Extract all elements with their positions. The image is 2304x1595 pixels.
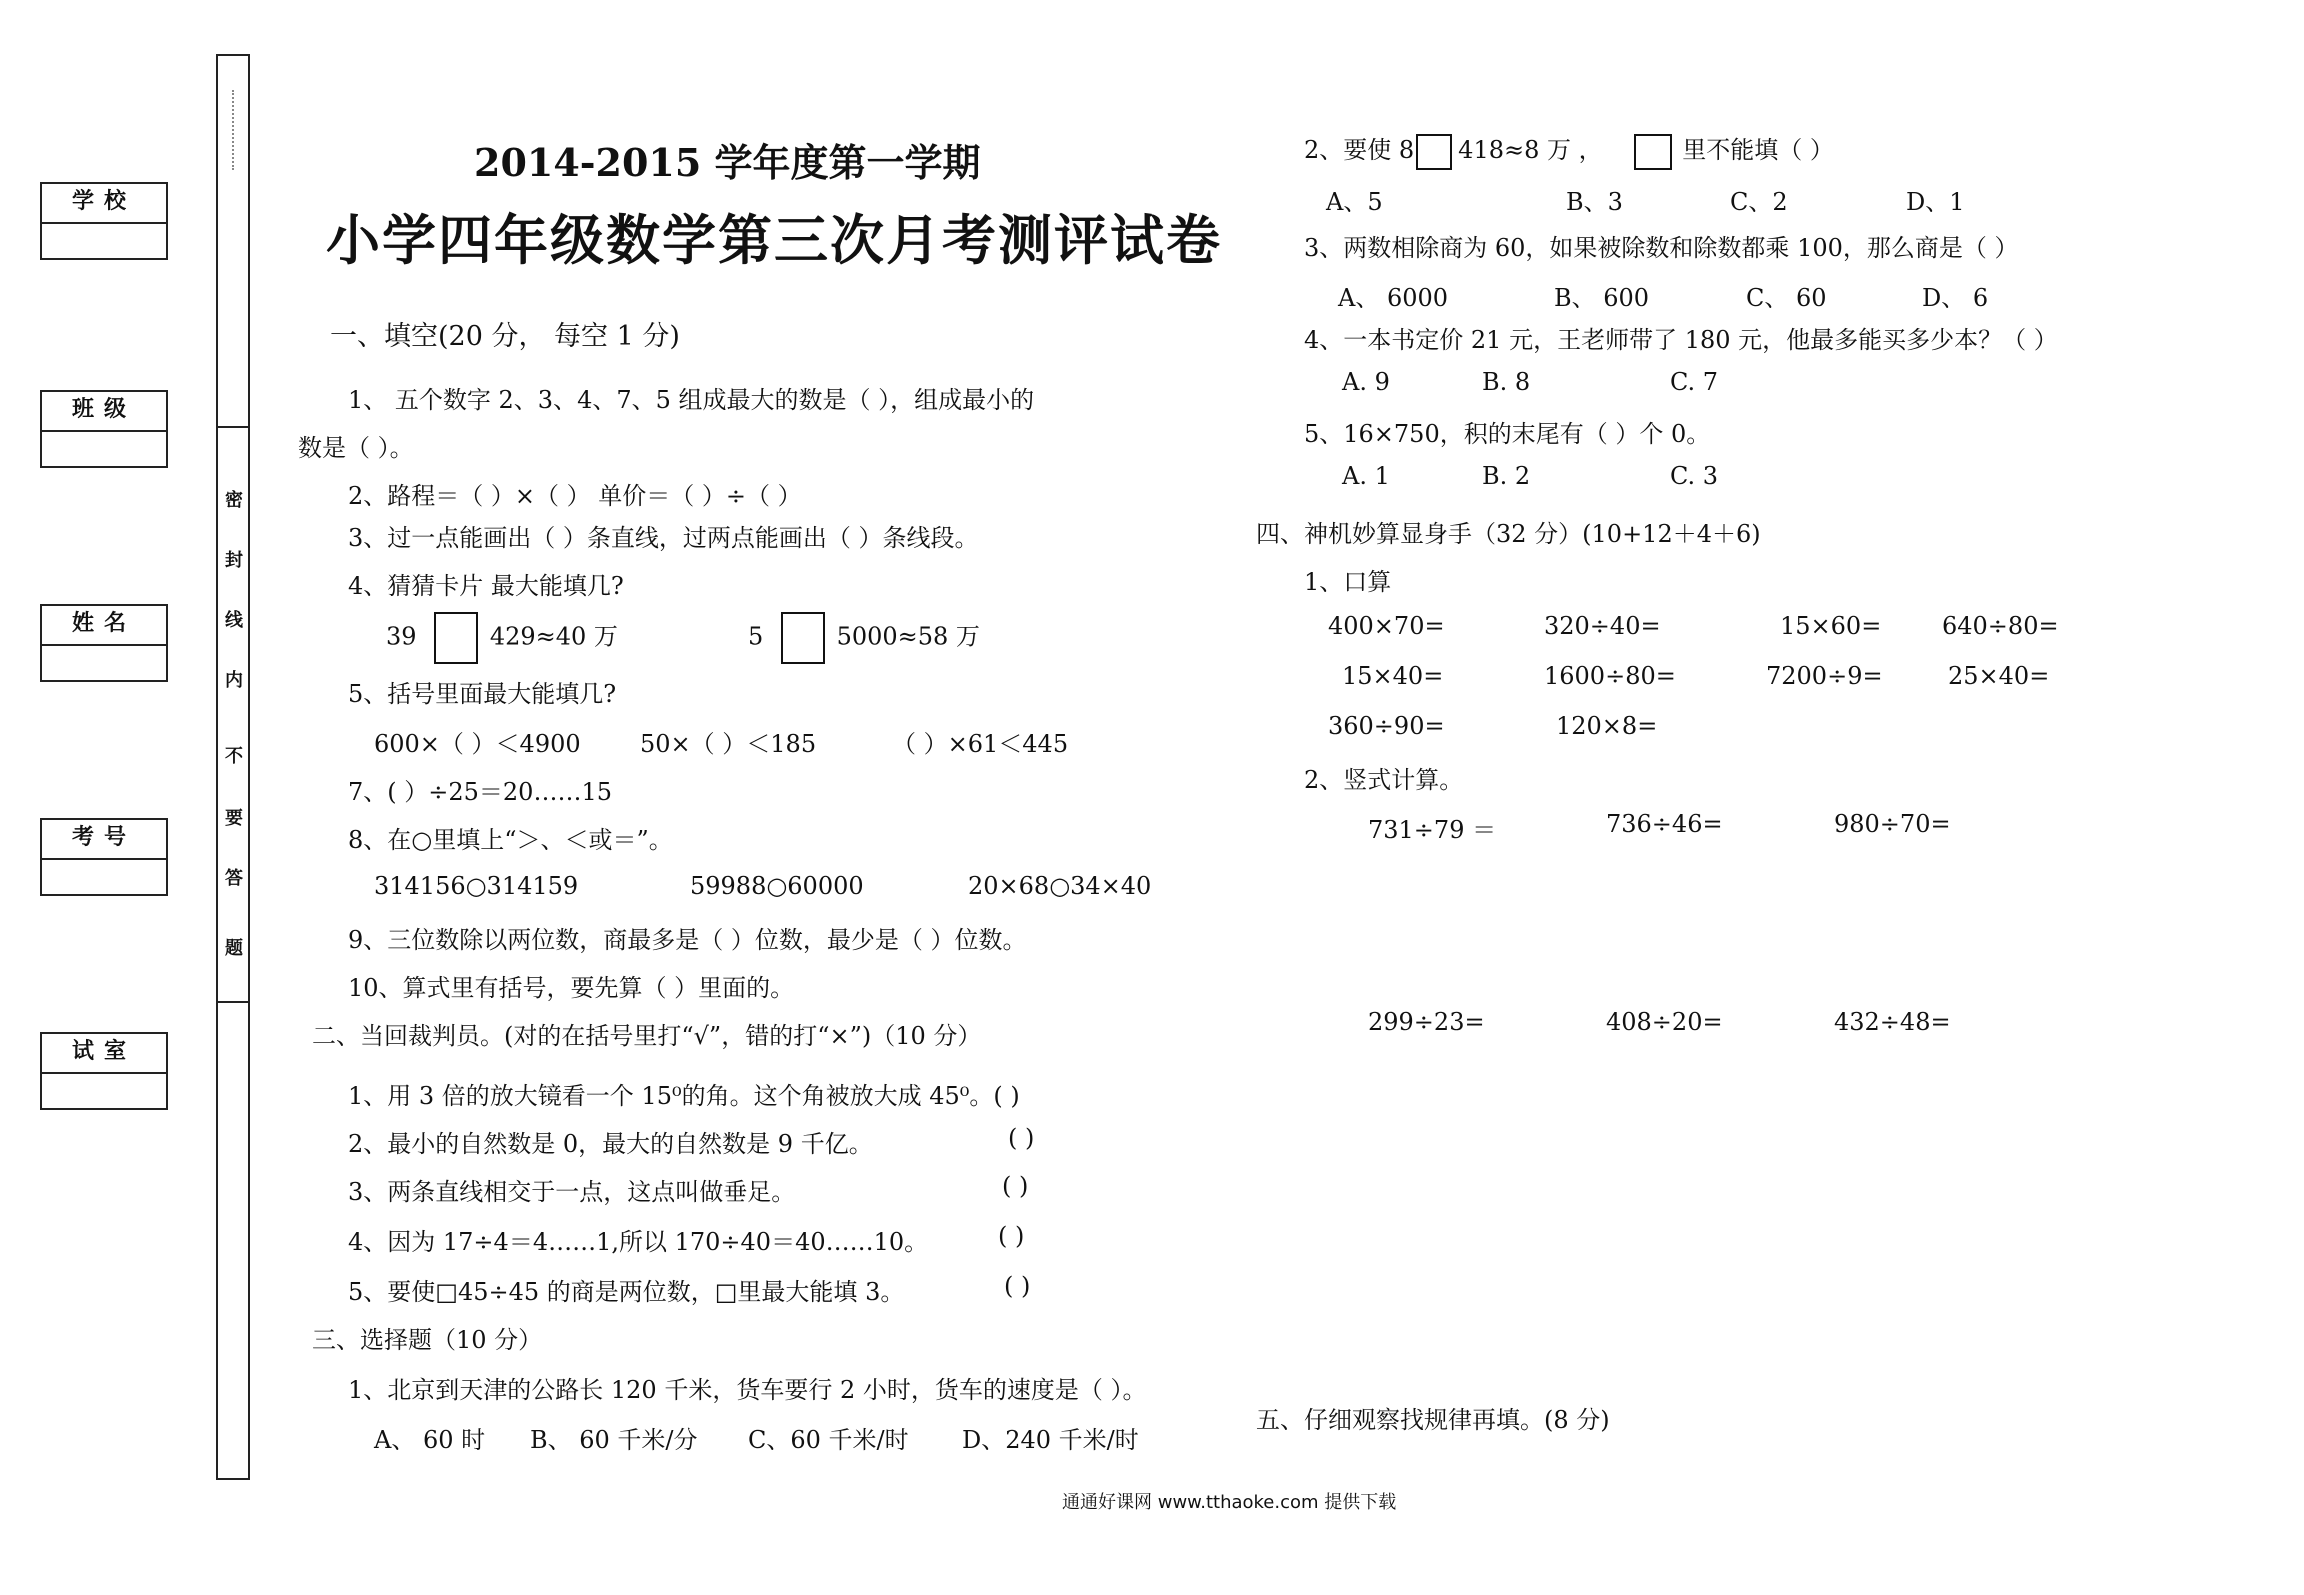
s1-q4-a-post: 429≈40 万 xyxy=(489,622,618,651)
s4-mental-item: 120×8= xyxy=(1556,712,1658,740)
seal-char: 不 xyxy=(225,746,243,767)
s4-vertical-item: 731÷79 ＝ xyxy=(1368,816,1497,844)
s2-item: 5、要使□45÷45 的商是两位数，□里最大能填 3。 xyxy=(348,1278,905,1306)
s3-q5-option: C. 3 xyxy=(1670,462,1719,490)
s4-mental-item: 15×60= xyxy=(1780,612,1882,640)
info-label-name: 姓名 xyxy=(42,606,166,646)
s4-mental-item: 15×40= xyxy=(1342,662,1444,690)
seal-char: 内 xyxy=(225,670,243,691)
info-box-exam-number xyxy=(40,818,168,896)
s3-q5-option: B. 2 xyxy=(1482,462,1531,490)
card-box xyxy=(434,612,478,664)
blank-box xyxy=(1416,134,1452,170)
s4-sub2: 2、竖式计算。 xyxy=(1304,766,1464,794)
s1-q1-line1: 1、 五个数字 2、3、4、7、5 组成最大的数是（ ），组成最小的 xyxy=(348,386,1035,414)
s1-q4-a-pre: 39 xyxy=(386,622,417,651)
s3-q5: 5、16×750，积的末尾有（ ）个 0。 xyxy=(1304,420,1711,448)
s3-q2-mid: 418≈8 万 ， xyxy=(1458,136,1603,164)
s2-item: 1、用 3 倍的放大镜看一个 15⁰的角。这个角被放大成 45⁰。( ) xyxy=(348,1082,1020,1110)
s3-q4-option: C. 7 xyxy=(1670,368,1719,396)
s1-q4-b-post: 5000≈58 万 xyxy=(836,622,980,651)
info-box-name xyxy=(40,604,168,682)
s1-q3: 3、过一点能画出（ ）条直线，过两点能画出（ ）条线段。 xyxy=(348,524,979,552)
seal-dots-top xyxy=(232,90,234,170)
s3-q1-option: A、 60 时 xyxy=(374,1426,486,1454)
s3-q3-option: C、 60 xyxy=(1746,284,1827,312)
s3-q2 xyxy=(1304,130,1834,170)
s4-vertical-item: 736÷46= xyxy=(1606,810,1723,838)
s1-q5-item: （ ）×61＜445 xyxy=(892,730,1069,758)
s3-q1-option: C、60 千米/时 xyxy=(748,1426,909,1454)
page-title: 小学四年级数学第三次月考测评试卷 xyxy=(326,208,1222,272)
s3-q3-option: D、 6 xyxy=(1922,284,1989,312)
s3-q2-option: C、2 xyxy=(1730,188,1788,216)
s1-q8-item: 20×68○34×40 xyxy=(968,872,1152,900)
seal-char: 密 xyxy=(225,490,243,511)
info-label-class: 班级 xyxy=(42,392,166,432)
s1-q4-b-pre: 5 xyxy=(748,622,764,651)
s3-q4-option: B. 8 xyxy=(1482,368,1531,396)
section5-heading: 五、仔细观察找规律再填。(8 分) xyxy=(1256,1406,1610,1434)
s2-item: 2、最小的自然数是 0，最大的自然数是 9 千亿。 xyxy=(348,1130,873,1158)
s4-mental-item: 320÷40= xyxy=(1544,612,1661,640)
info-box-class xyxy=(40,390,168,468)
s4-sub1: 1、口算 xyxy=(1304,568,1392,596)
blank-box xyxy=(1634,134,1672,170)
s4-vertical-item: 980÷70= xyxy=(1834,810,1951,838)
s1-q5-item: 600×（ ）＜4900 xyxy=(374,730,581,758)
s4-mental-item: 640÷80= xyxy=(1942,612,2059,640)
s1-q1-line2: 数是（ ）。 xyxy=(298,434,414,462)
info-box-school xyxy=(40,182,168,260)
info-label-exam-number: 考号 xyxy=(42,820,166,860)
s3-q2-option: B、3 xyxy=(1566,188,1623,216)
s1-q8: 8、在○里填上“＞、＜或＝”。 xyxy=(348,826,673,854)
s4-mental-item: 1600÷80= xyxy=(1544,662,1676,690)
s1-q4-card-b xyxy=(748,612,980,664)
s1-q5-item: 50×（ ）＜185 xyxy=(640,730,817,758)
s3-q1-option: B、 60 千米/分 xyxy=(530,1426,698,1454)
s3-q2-pre: 2、要使 8 xyxy=(1304,136,1415,164)
seal-char: 题 xyxy=(225,938,243,959)
s3-q2-option: A、5 xyxy=(1326,188,1383,216)
s3-q3: 3、两数相除商为 60，如果被除数和除数都乘 100，那么商是（ ） xyxy=(1304,234,2019,262)
seal-char: 答 xyxy=(225,868,243,889)
s2-answer-paren: ( ) xyxy=(1008,1124,1035,1152)
s3-q3-option: A、 6000 xyxy=(1338,284,1449,312)
s3-q1: 1、北京到天津的公路长 120 千米，货车要行 2 小时，货车的速度是（ ）。 xyxy=(348,1376,1147,1404)
s3-q2-option: D、1 xyxy=(1906,188,1965,216)
seal-char: 封 xyxy=(225,550,243,571)
seal-char: 线 xyxy=(225,610,243,631)
s1-q10: 10、算式里有括号，要先算（ ）里面的。 xyxy=(348,974,795,1002)
s1-q5: 5、括号里面最大能填几? xyxy=(348,680,617,708)
section4-heading: 四、神机妙算显身手（32 分）(10+12＋4＋6) xyxy=(1256,520,1761,548)
footer-credit: 通通好课网 www.tthaoke.com 提供下载 xyxy=(1062,1492,1397,1513)
s4-mental-item: 25×40= xyxy=(1948,662,2050,690)
s2-item: 3、两条直线相交于一点，这点叫做垂足。 xyxy=(348,1178,796,1206)
s2-item: 4、因为 17÷4＝4……1,所以 170÷40＝40……10。 xyxy=(348,1228,929,1256)
s1-q8-item: 59988○60000 xyxy=(690,872,864,900)
s1-q2: 2、路程＝（ ）×（ ） 单价＝（ ）÷（ ） xyxy=(348,482,802,510)
seal-char: 要 xyxy=(225,808,243,829)
info-label-room: 试室 xyxy=(42,1034,166,1074)
s3-q2-post: 里不能填（ ） xyxy=(1682,136,1834,164)
card-box xyxy=(781,612,825,664)
s3-q5-option: A. 1 xyxy=(1342,462,1390,490)
s3-q1-option: D、240 千米/时 xyxy=(962,1426,1139,1454)
s1-q8-item: 314156○314159 xyxy=(374,872,579,900)
section3-heading: 三、选择题（10 分） xyxy=(312,1326,543,1354)
s4-vertical-item: 432÷48= xyxy=(1834,1008,1951,1036)
s3-q4-option: A. 9 xyxy=(1342,368,1390,396)
s4-mental-item: 360÷90= xyxy=(1328,712,1445,740)
s4-mental-item: 7200÷9= xyxy=(1766,662,1883,690)
s3-q3-option: B、 600 xyxy=(1554,284,1650,312)
s2-answer-paren: ( ) xyxy=(1002,1172,1029,1200)
s2-answer-paren: ( ) xyxy=(1004,1272,1031,1300)
s1-q4-card-a xyxy=(386,612,618,664)
s2-answer-paren: ( ) xyxy=(998,1222,1025,1250)
title-line1: 2014-2015 学年度第一学期 xyxy=(474,140,981,185)
section2-heading: 二、当回裁判员。(对的在括号里打“√”，错的打“×”)（10 分） xyxy=(312,1022,982,1050)
info-box-room xyxy=(40,1032,168,1110)
s4-vertical-item: 408÷20= xyxy=(1606,1008,1723,1036)
s4-mental-item: 400×70= xyxy=(1328,612,1445,640)
s1-q4: 4、猜猜卡片 最大能填几? xyxy=(348,572,624,600)
s4-vertical-item: 299÷23= xyxy=(1368,1008,1485,1036)
info-label-school: 学校 xyxy=(42,184,166,224)
s1-q9: 9、三位数除以两位数，商最多是（ ）位数，最少是（ ）位数。 xyxy=(348,926,1027,954)
section1-heading: 一、填空(20 分， 每空 1 分) xyxy=(330,321,680,352)
s3-q4: 4、一本书定价 21 元，王老师带了 180 元，他最多能买多少本？（ ） xyxy=(1304,326,2058,354)
s1-q7: 7、( ）÷25＝20……15 xyxy=(348,778,612,806)
